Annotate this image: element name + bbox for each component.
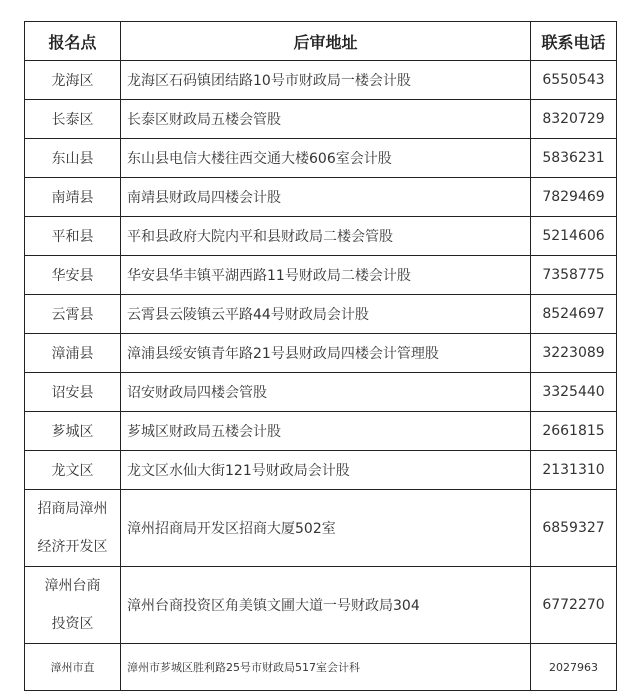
table-row [25, 334, 617, 373]
site-cell: 龙海区 [25, 61, 121, 100]
phone-cell: 5214606 [531, 217, 617, 256]
address-cell: 芗城区财政局五楼会计股 [121, 412, 531, 451]
phone-cell: 7829469 [531, 178, 617, 217]
table-row [25, 178, 617, 217]
phone-cell: 6772270 [531, 567, 617, 644]
header-address: 后审地址 [121, 22, 531, 61]
site-cell: 龙文区 [25, 451, 121, 490]
table-row [25, 256, 617, 295]
phone-cell: 7358775 [531, 256, 617, 295]
table-row [25, 217, 617, 256]
phone-cell: 3325440 [531, 373, 617, 412]
site-cell: 平和县 [25, 217, 121, 256]
address-cell: 龙海区石码镇团结路10号市财政局一楼会计股 [121, 61, 531, 100]
table-row [25, 139, 617, 178]
address-cell: 漳州市芗城区胜利路25号市财政局517室会计科 [121, 644, 531, 691]
site-cell [25, 567, 121, 644]
phone-cell: 2131310 [531, 451, 617, 490]
table-row [25, 644, 617, 691]
site-line-2: 投资区 [51, 616, 94, 632]
table-row [25, 295, 617, 334]
site-cell [25, 490, 121, 567]
table-row [25, 373, 617, 412]
address-cell: 漳州招商局开发区招商大厦502室 [121, 490, 531, 567]
header-phone: 联系电话 [531, 22, 617, 61]
address-cell: 龙文区水仙大街121号财政局会计股 [121, 451, 531, 490]
address-cell: 南靖县财政局四楼会计股 [121, 178, 531, 217]
table-header-row [25, 22, 617, 61]
address-cell: 平和县政府大院内平和县财政局二楼会管股 [121, 217, 531, 256]
table-row [25, 567, 617, 644]
site-cell: 南靖县 [25, 178, 121, 217]
site-cell: 漳浦县 [25, 334, 121, 373]
address-cell: 云霄县云陵镇云平路44号财政局会计股 [121, 295, 531, 334]
site-cell: 长泰区 [25, 100, 121, 139]
table-row [25, 490, 617, 567]
header-site: 报名点 [25, 22, 121, 61]
site-line-1: 招商局漳州 [37, 501, 108, 517]
address-cell: 华安县华丰镇平湖西路11号财政局二楼会计股 [121, 256, 531, 295]
site-cell: 东山县 [25, 139, 121, 178]
address-cell: 诏安财政局四楼会管股 [121, 373, 531, 412]
phone-cell: 6859327 [531, 490, 617, 567]
phone-cell: 6550543 [531, 61, 617, 100]
address-cell: 漳州台商投资区角美镇文圃大道一号财政局304 [121, 567, 531, 644]
phone-cell: 8524697 [531, 295, 617, 334]
site-cell: 漳州市直 [25, 644, 121, 691]
phone-cell: 5836231 [531, 139, 617, 178]
address-cell: 长泰区财政局五楼会管股 [121, 100, 531, 139]
site-cell: 华安县 [25, 256, 121, 295]
phone-cell: 2661815 [531, 412, 617, 451]
address-cell: 东山县电信大楼往西交通大楼606室会计股 [121, 139, 531, 178]
site-line-1: 漳州台商 [44, 578, 101, 594]
phone-cell: 3223089 [531, 334, 617, 373]
table-row [25, 100, 617, 139]
phone-cell: 8320729 [531, 100, 617, 139]
address-cell: 漳浦县绥安镇青年路21号县财政局四楼会计管理股 [121, 334, 531, 373]
table-row [25, 61, 617, 100]
registration-sites-table [24, 21, 617, 691]
phone-cell: 2027963 [531, 644, 617, 691]
site-cell: 芗城区 [25, 412, 121, 451]
table-row [25, 412, 617, 451]
site-cell: 云霄县 [25, 295, 121, 334]
site-line-2: 经济开发区 [37, 539, 108, 555]
table-row [25, 451, 617, 490]
site-cell: 诏安县 [25, 373, 121, 412]
